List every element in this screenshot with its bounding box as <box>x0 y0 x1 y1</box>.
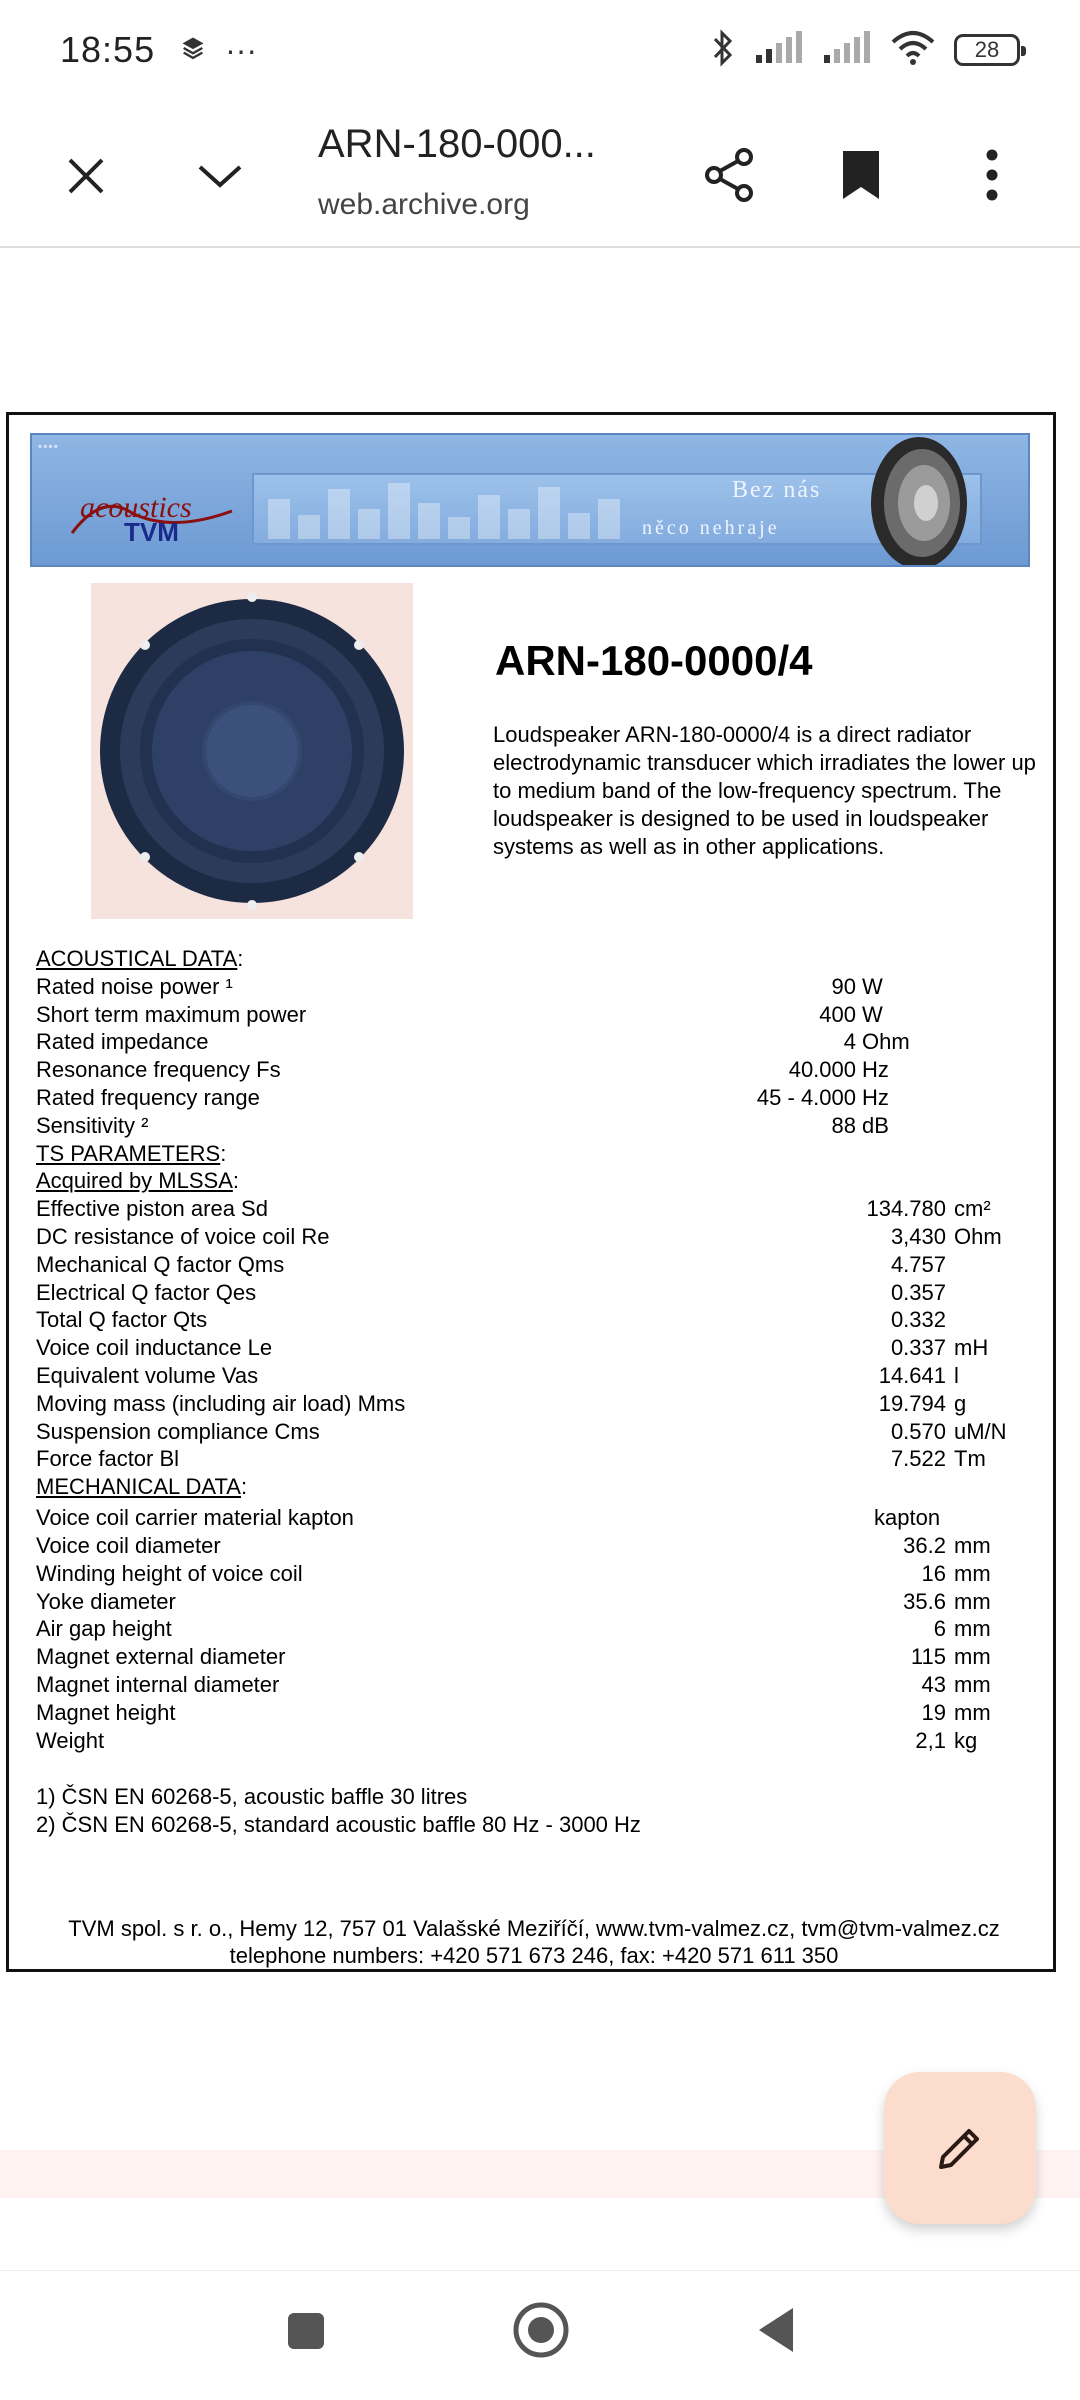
banner-slogan-2: něco nehraje <box>642 517 780 539</box>
minimize-button[interactable] <box>188 144 252 208</box>
spec-row: Winding height of voice coil 16 mm <box>36 1560 991 1586</box>
layers-icon <box>179 34 207 67</box>
mechanical-heading: MECHANICAL DATA <box>36 1474 241 1500</box>
spec-row: DC resistance of voice coil Re 3,430 Ohm <box>36 1223 1002 1249</box>
footer-address: TVM spol. s r. o., Hemy 12, 757 01 Valašské Meziříčí, www.tvm-valmez.cz, tvm@tvm-valmez.cz <box>68 1916 1000 1941</box>
more-notifications-icon: ··· <box>225 31 258 68</box>
chevron-down-icon <box>196 161 244 191</box>
spec-row: Mechanical Q factor Qms 4.757 <box>36 1251 946 1277</box>
square-icon <box>286 2311 326 2351</box>
status-time: 18:55 <box>60 29 156 70</box>
footer-phone: telephone numbers: +420 571 673 246, fax: +420 571 611 350 <box>229 1943 839 1968</box>
pencil-icon <box>933 2121 987 2175</box>
spec-row: Yoke diameter 35.6 mm <box>36 1588 991 1614</box>
banner-slogan-1: Bez nás <box>732 477 822 503</box>
back-button[interactable] <box>746 2299 806 2361</box>
close-button[interactable] <box>54 144 118 208</box>
banner-speaker-image <box>864 433 974 567</box>
spec-row: Effective piston area Sd 134.780 cm² <box>36 1196 991 1222</box>
company-footer <box>9 1915 1059 1969</box>
browser-toolbar <box>0 100 1080 248</box>
spec-row: Sensitivity ² 88 dB <box>36 1112 889 1138</box>
speaker-photo <box>91 583 413 919</box>
more-vert-icon <box>985 149 999 201</box>
spec-row: Rated impedance 4 Ohm <box>36 1029 910 1055</box>
spec-row: Resonance frequency Fs 40.000 Hz <box>36 1057 889 1083</box>
battery-icon: 28 <box>954 34 1020 66</box>
spec-row: Total Q factor Qts 0.332 <box>36 1307 946 1333</box>
signal-icon-1 <box>754 31 804 70</box>
spec-row: Voice coil carrier material kapton kapton <box>36 1504 941 1530</box>
spec-row: Weight 2,1 kg <box>36 1727 978 1753</box>
svg-text:TVM: TVM <box>124 517 179 547</box>
signal-icon-2 <box>822 31 872 70</box>
ts-heading: TS PARAMETERS <box>36 1140 221 1166</box>
close-icon <box>66 156 106 196</box>
more-options-button[interactable] <box>960 140 1024 210</box>
spec-row: Voice coil inductance Le 0.337 mH <box>36 1335 989 1361</box>
home-button[interactable] <box>508 2297 574 2363</box>
product-description: Loudspeaker ARN-180-0000/4 is a direct radiator electrodynamic transducer which irradiates the lower up to medium band of the low-frequency spectrum. The loudspeaker is designed to be used in loudspeaker systems as well as in other applications. <box>493 722 1036 859</box>
spec-row: Equivalent volume Vas 14.641 l <box>36 1362 959 1388</box>
spec-row: Short term maximum power 400 W <box>36 1001 883 1027</box>
spec-row: Magnet internal diameter 43 mm <box>36 1671 991 1697</box>
spec-row: Magnet external diameter 115 mm <box>36 1644 991 1670</box>
tvm-logo <box>62 483 252 553</box>
bookmark-icon <box>841 149 881 201</box>
bluetooth-icon <box>710 28 736 73</box>
footnotes <box>36 1783 641 1839</box>
datasheet-page <box>6 412 1056 1972</box>
back-triangle-icon <box>755 2305 797 2355</box>
spec-row: Magnet height 19 mm <box>36 1699 991 1725</box>
share-button[interactable] <box>694 140 764 210</box>
banner-dots-decoration: ▪▪▪▪ <box>38 439 60 453</box>
spec-row: Rated noise power ¹ 90 W <box>36 973 883 999</box>
spec-table: ACOUSTICAL DATA: Rated noise power ¹ 90 W Short term maximum power 400 W Rated impedance 4 Ohm Resonance frequency Fs 40.000 Hz Rated frequency range 45 - 4.000 Hz Sensitivity ² 88 dB TS PARAMETERS: Acquired by MLSSA: Effective piston area Sd 134.780 cm² DC resistance of voice coil Re 3,430 Ohm Mechanical Q factor Qms 4.757 Electrical Q factor Qes 0.357 Total Q factor Qts 0.332 Voice coil inductance Le 0.337 mH Equivalent volume Vas 14.641 l Moving mass (including air load) Mms 19.794 g Suspension compliance Cms 0.570 uM/N Force factor Bl 7.522 Tm MECHANICAL DATA: Voice coil carrier material kapton kapton Voice coil diameter 36.2 mm Winding height of voice coil 16 mm Yoke diameter 35.6 mm Air gap height 6 mm Magnet external diameter 115 mm Magnet internal diameter 43 mm Magnet height 19 mm Weight 2,1 kg <box>36 945 1036 1754</box>
product-title: ARN-180-0000/4 <box>495 637 813 684</box>
bookmark-button[interactable] <box>826 140 896 210</box>
page-title: ARN-180-000... <box>318 122 596 166</box>
spec-row: Force factor Bl 7.522 Tm <box>36 1446 986 1472</box>
spec-row: Suspension compliance Cms 0.570 uM/N <box>36 1418 1007 1444</box>
page-url: web.archive.org <box>318 188 530 221</box>
spec-row: Electrical Q factor Qes 0.357 <box>36 1279 946 1305</box>
spec-row: Voice coil diameter 36.2 mm <box>36 1532 991 1558</box>
spec-row: Rated frequency range 45 - 4.000 Hz <box>36 1084 889 1110</box>
home-circle-icon <box>512 2301 570 2359</box>
svg-text:acoustics: acoustics <box>80 491 192 524</box>
footnote-2: 2) ČSN EN 60268-5, standard acoustic baffle 80 Hz - 3000 Hz <box>36 1812 641 1837</box>
footnote-1: 1) ČSN EN 60268-5, acoustic baffle 30 litres <box>36 1784 468 1809</box>
status-bar <box>0 0 1080 100</box>
acoustical-heading: ACOUSTICAL DATA <box>36 946 238 971</box>
share-icon <box>702 147 756 203</box>
spec-row: Air gap height 6 mm <box>36 1616 991 1642</box>
wifi-icon <box>890 30 936 71</box>
system-nav-bar <box>0 2270 1080 2400</box>
edit-button[interactable] <box>884 2072 1036 2224</box>
mlssa-heading: Acquired by MLSSA <box>36 1168 233 1194</box>
recents-button[interactable] <box>276 2301 336 2361</box>
header-banner <box>30 433 1030 567</box>
spec-row: Moving mass (including air load) Mms 19.794 g <box>36 1390 967 1416</box>
